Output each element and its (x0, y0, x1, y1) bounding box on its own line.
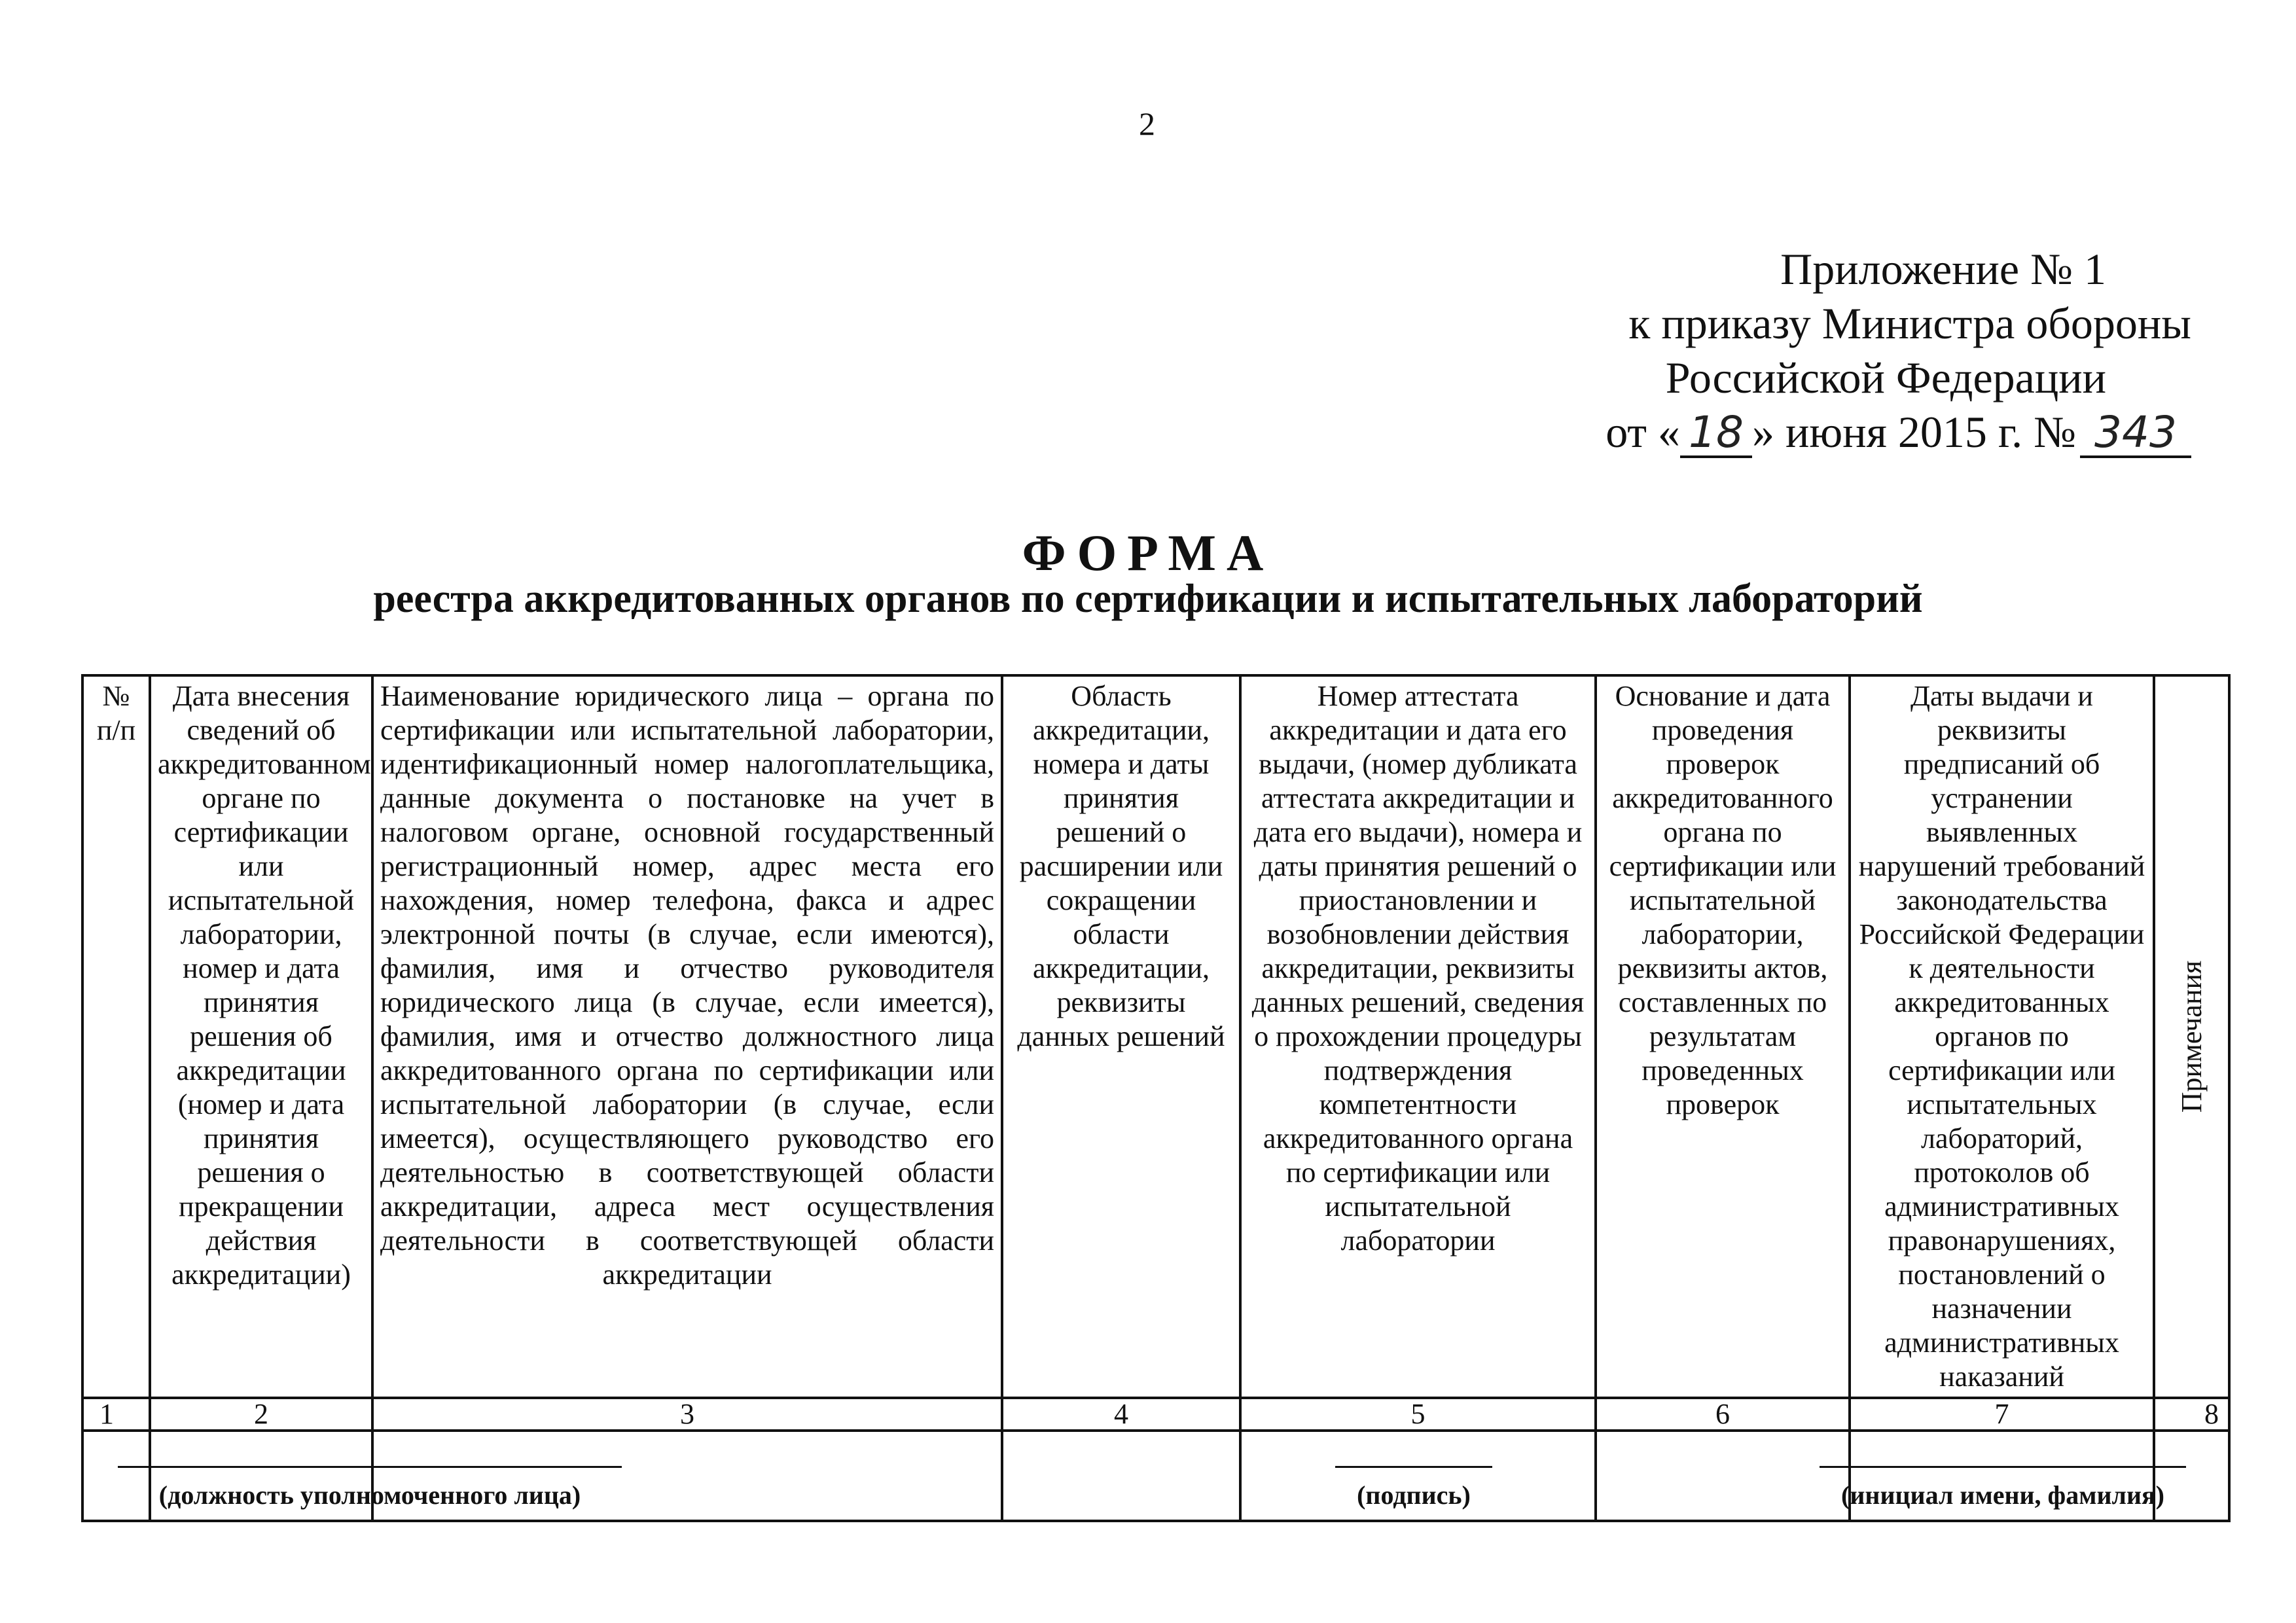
appendix-date-line (1537, 405, 2191, 459)
date-prefix: от « (1605, 407, 1681, 457)
registry-table (81, 674, 2231, 1522)
header-cell-notes (2154, 675, 2229, 1398)
column-number: 7 (1850, 1398, 2154, 1431)
header-cell-inspections: Основание и дата проведения проверок аккредитованного органа по сертификации или испытательной лаборатории, реквизиты актов, составленных по результатам проведенных проверок (1596, 675, 1850, 1398)
form-subtitle: реестра аккредитованных органов по сертификации и испытательных лабораторий (373, 577, 1923, 621)
header-cell-orders: Даты выдачи и реквизиты предписаний об устранении выявленных нарушений требований законодательства Российской Федерации к деятельности аккредитованных органов по сертификации или испытательных лабораторий, протоколов об административных правонарушениях, постановлений о назначении административных наказаний (1850, 675, 2154, 1398)
column-numbers-row (82, 1398, 2229, 1431)
handwritten-day: 18 (1680, 410, 1752, 458)
header-cell-date-entry: Дата внесения сведений об аккредитованном органе по сертификации или испытательной лаборатории, номер и дата принятия решения об аккредитации (номер и дата принятия решения о прекращении действия аккредитации) (150, 675, 372, 1398)
form-title: ФОРМА (1022, 524, 1274, 581)
table-header-row (82, 675, 2229, 1398)
column-number: 8 (2154, 1398, 2229, 1431)
handwritten-order-number: 343 (2080, 410, 2191, 458)
header-cell-number: № п/п (82, 675, 150, 1398)
appendix-header (1537, 242, 2191, 459)
notes-rotated-label: Примечания (2175, 960, 2208, 1113)
column-number: 6 (1596, 1398, 1850, 1431)
signature-name-label: (инициал имени, фамилия) (1841, 1480, 2164, 1510)
header-cell-organization: Наименование юридического лица – органа по сертификации или испытательной лаборатории, идентификационный номер налогоплательщика, данные документа о постановке на учет в налоговом органе, основной государственный регистрационный номер, адрес места его нахождения, номер телефона, факса и адрес электронной почты (в случае, если имеются), фамилия, имя и отчество руководителя юридического лица (в случае, если имеется), фамилия, имя и отчество должностного лица аккредитованного органа по сертификации или испытательной лаборатории (в случае, если имеется), осуществляющего руководство его деятельностью в соответствующей области аккредитации, адреса мест осуществления деятельности в соответствующей области аккредитации (372, 675, 1002, 1398)
page-number: 2 (1139, 105, 1155, 142)
empty-cell (1002, 1431, 1240, 1521)
signature-sign-label: (подпись) (1357, 1480, 1471, 1510)
signature-line (118, 1466, 622, 1468)
appendix-line-3: Российской Федерации (1665, 353, 2106, 402)
appendix-line-1: Приложение № 1 (1780, 244, 2106, 294)
column-number: 2 (150, 1398, 372, 1431)
empty-cell (1596, 1431, 1850, 1521)
appendix-line-2: к приказу Министра обороны (1628, 298, 2191, 348)
signature-sign-block (1335, 1466, 1492, 1510)
signature-line (1335, 1466, 1492, 1468)
signature-position-block (118, 1466, 622, 1510)
column-number: 5 (1240, 1398, 1596, 1431)
signature-position-label: (должность уполномоченного лица) (158, 1480, 581, 1510)
signature-name-block (1820, 1466, 2186, 1510)
header-cell-certificate: Номер аттестата аккредитации и дата его выдачи, (номер дубликата аттестата аккредитации и дата его выдачи), номера и даты принятия решений о приостановлении и возобновлении действия аккредитации, реквизиты данных решений, сведения о прохождении процедуры подтверждения компетентности аккредитованного органа по сертификации или испытательной лаборатории (1240, 675, 1596, 1398)
column-number: 1 (82, 1398, 150, 1431)
column-number: 3 (372, 1398, 1002, 1431)
header-cell-scope: Область аккредитации, номера и даты принятия решений о расширении или сокращении области аккредитации, реквизиты данных решений (1002, 675, 1240, 1398)
signature-line (1820, 1466, 2186, 1468)
date-middle: » июня 2015 г. № (1752, 407, 2076, 457)
column-number: 4 (1002, 1398, 1240, 1431)
